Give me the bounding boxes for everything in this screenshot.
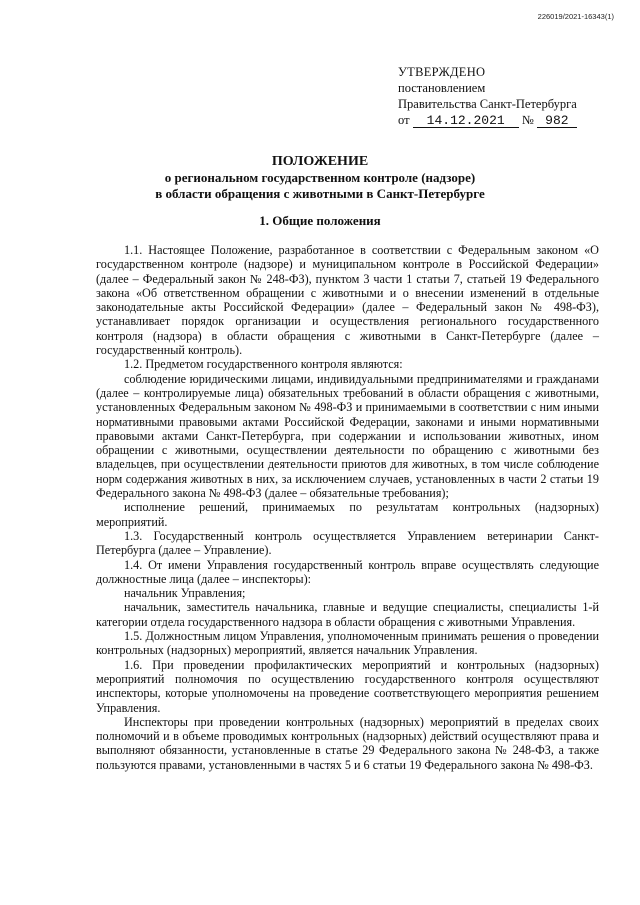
paragraph-1-1: 1.1. Настоящее Положение, разработанное в соответствии с Федеральным законом «О государственном контроле (надзоре) и муниципальном контроле в Российской Федерации» (далее – Федеральный закон № 248-ФЗ), пунктом 3 части 1 статьи 7, статьей 19 Федерального закона «Об ответственном обращении с животными и о внесении изменений в отдельные законодательные акты Российской Федерации» (далее – Федеральный закон № 498-ФЗ), устанавливает порядок организации и осуществления регионального государственного контроля (надзора) в области обращения с животными в Санкт-Петербурге (далее – государственный контроль). — [96, 243, 599, 358]
paragraph-1-2-item-1: соблюдение юридическими лицами, индивидуальными предпринимателями и гражданами (далее – контролируемые лица) обязательных требований в области обращения с животными, установленных Федеральным законом № 498-ФЗ и принимаемыми в соответствии с ним иными нормативными правовыми актами Российской Федерации, законами и иными нормативными правовыми актами Санкт-Петербурга, при содержании и использовании животных, ином обращении с животными, осуществлении деятельности по обращению с животными без владельцев, при осуществлении деятельности приютов для животных, в том числе соблюдение норм содержания животных в них, за исключением случаев, установленных в части 2 статьи 19 Федерального закона № 498-ФЗ (далее – обязательные требования); — [96, 371, 599, 501]
approval-number-label: № — [521, 113, 534, 127]
paragraph-1-4-item-1: начальник Управления; — [124, 586, 246, 601]
paragraph-1-2: 1.2. Предметом государственного контроля являются: — [124, 357, 403, 372]
paragraph-1-3: 1.3. Государственный контроль осуществляется Управлением ветеринарии Санкт-Петербурга (далее – Управление). — [96, 528, 599, 558]
approval-line-2: Правительства Санкт-Петербурга — [398, 97, 577, 111]
paragraph-1-6-cont: Инспекторы при проведении контрольных (надзорных) мероприятий в пределах своих полномочий и в объеме проводимых контрольных (надзорных) действий осуществляют права и выполняют обязанности, установленные в статье 29 Федерального закона № 248-ФЗ, а также пользуются правами, установленными в частях 5 и 6 статьи 19 Федерального закона № 498-ФЗ. — [96, 714, 599, 772]
paragraph-1-4: 1.4. От имени Управления государственный контроль вправе осуществлять следующие должностные лица (далее – инспекторы): — [96, 557, 599, 586]
document-body — [96, 243, 599, 772]
document-title: ПОЛОЖЕНИЕ — [271, 154, 369, 169]
approval-date: 14.12.2021 — [413, 114, 519, 128]
approval-from-label: от — [398, 113, 410, 127]
paragraph-1-6: 1.6. При проведении профилактических мероприятий и контрольных (надзорных) мероприятий полномочия по осуществлению государственного контроля осуществляют инспекторы, которые уполномочены на проведение соответствующего мероприятия решением Управления. — [96, 657, 599, 715]
section-heading: 1. Общие положения — [259, 213, 381, 228]
approval-line-1: постановлением — [398, 81, 486, 95]
paragraph-1-5: 1.5. Должностным лицом Управления, уполномоченным принимать решения о проведении контрольных (надзорных) мероприятий, является начальник Управления. — [96, 629, 599, 658]
approval-number: 982 — [537, 114, 577, 128]
approval-block — [398, 64, 577, 128]
document-subtitle-1: о региональном государственном контроле (надзоре) — [164, 170, 476, 185]
paragraph-1-4-item-2: начальник, заместитель начальника, главные и ведущие специалисты, специалисты 1-й категории отдела государственного надзора в области обращения с животными Управления. — [96, 600, 599, 629]
approval-title: УТВЕРЖДЕНО — [398, 65, 486, 79]
document-id: 226019/2021-16343(1) — [537, 12, 614, 21]
document-subtitle-2: в области обращения с животными в Санкт-Петербурге — [155, 186, 485, 201]
paragraph-1-2-item-2: исполнение решений, принимаемых по результатам контрольных (надзорных) мероприятий. — [96, 500, 599, 529]
approval-date-line — [398, 112, 577, 128]
